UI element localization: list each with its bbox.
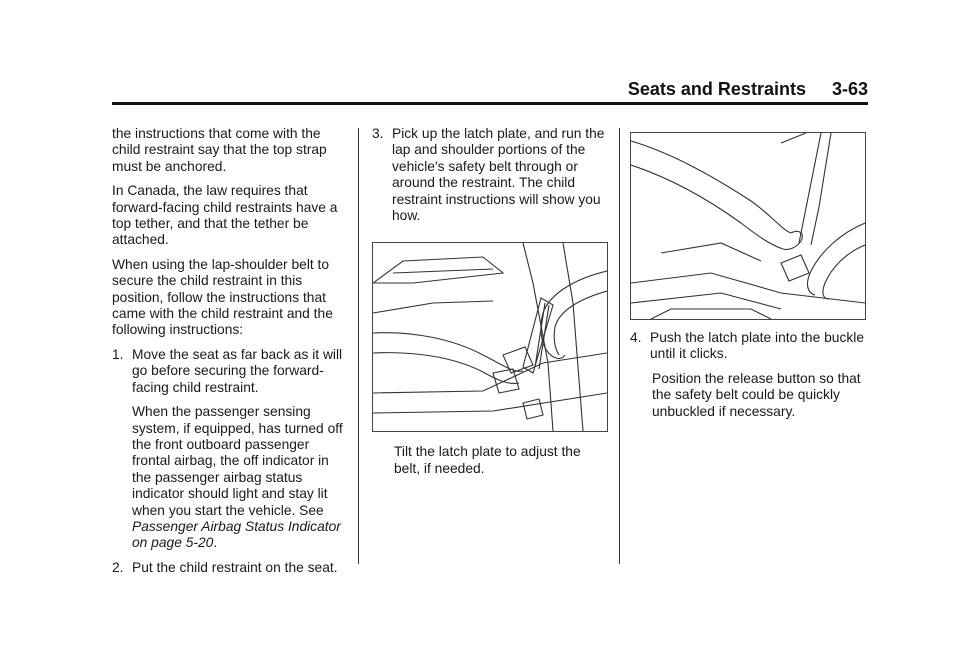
step-2-text: Put the child restraint on the seat. [132,559,338,575]
step-1-note-end: . [213,535,218,551]
column-divider-2 [619,128,620,564]
paragraph-top-strap: the instructions that come with the child restraint say that the top strap must be anchored. [112,126,327,174]
column-1 [112,126,350,584]
page-header [112,80,868,100]
step-1-number: 1. [112,346,124,362]
step-4-text: Push the latch plate into the buckle until it clicks. [650,330,864,362]
header-rule [112,102,868,105]
step-3-number: 3. [372,126,384,141]
step-3-text: Pick up the latch plate, and run the lap and shoulder portions of the vehicle's safety belt through or around the restraint. The child restraint instructions will show you how. [392,126,605,224]
column-divider-1 [358,128,359,564]
column-3 [630,132,868,428]
step-4 [630,330,868,371]
page-number: 3-63 [831,79,868,99]
step-1-note-text: When the passenger sensing system, if equipped, has turned off the front outboard passenger frontal airbag, the off indicator in the passenger airbag status indicator should light and stay lit when you start the vehicle. See [132,404,343,518]
step-4-note: Position the release button so that the safety belt could be quickly unbuckled if necessary. [652,370,861,419]
step-4-number: 4. [630,330,642,345]
paragraph-lap-shoulder: When using the lap-shoulder belt to secure the child restraint in this position, follow the instructions that came with the child restraint and the following instructions: [112,256,333,338]
step-1 [112,347,350,404]
step-1-note [112,404,350,552]
paragraph-canada-law: In Canada, the law requires that forward-facing child restraints have a top tether, and that the tether be attached. [112,183,338,248]
section-title: Seats and Restraints [627,79,806,99]
step-3 [372,126,608,232]
illustration-caption: Tilt the latch plate to adjust the belt, if needed. [394,444,581,476]
step-2 [112,560,350,584]
step-2-number: 2. [112,559,124,575]
step-1-text: Move the seat as far back as it will go before securing the forward-facing child restraint. [132,346,343,395]
latch-plate-buckle-illustration [630,132,866,320]
latch-plate-tilt-illustration [372,242,608,432]
cross-reference-link[interactable]: Passenger Airbag Status Indicator on page 5-20 [132,518,341,551]
column-2 [372,126,608,485]
